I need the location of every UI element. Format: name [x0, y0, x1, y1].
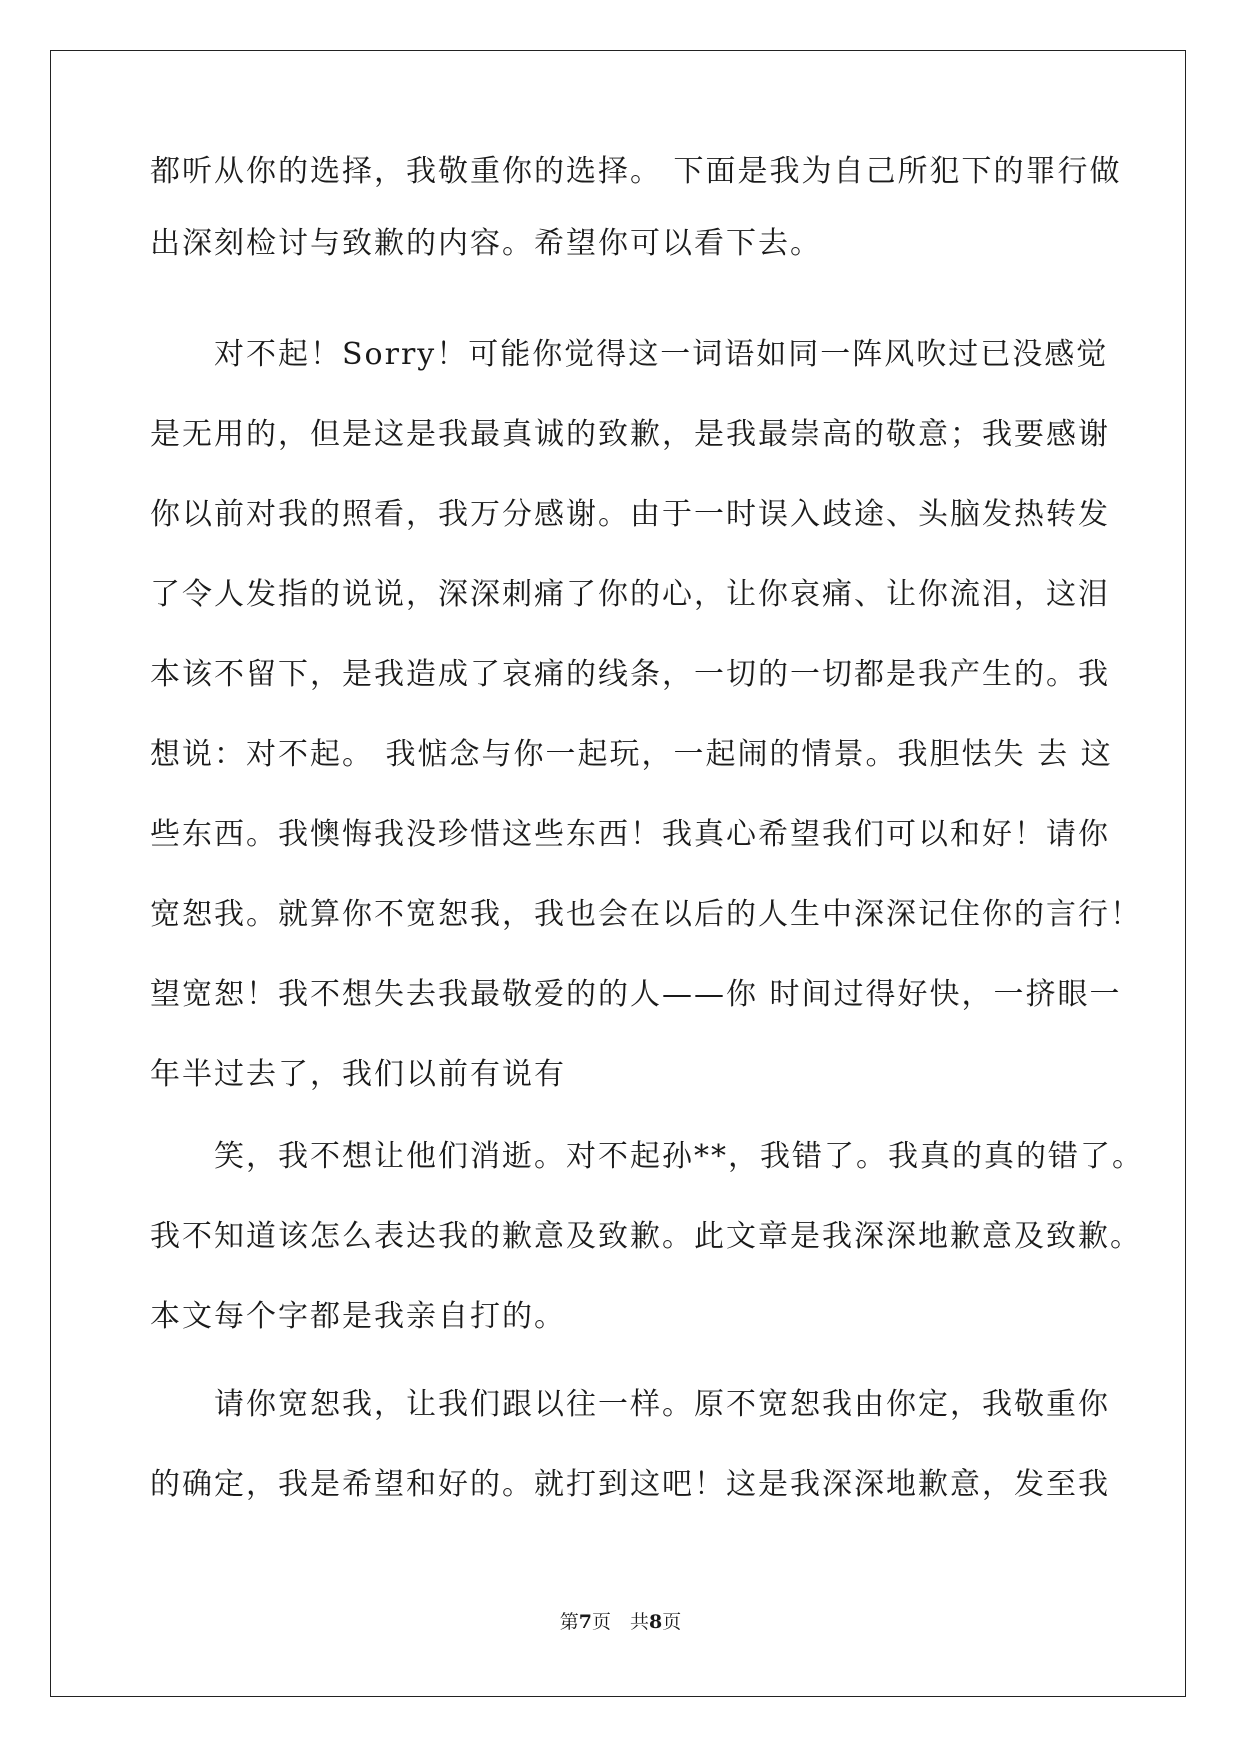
- footer-suffix: 页: [662, 1611, 682, 1633]
- footer-current-page: 7: [578, 1611, 592, 1633]
- text-line: 笑，我不想让他们消逝。对不起孙**，我错了。我真的真的错了。: [150, 1139, 1144, 1174]
- text-line: 了令人发指的说说，深深刺痛了你的心，让你哀痛、让你流泪，这泪: [150, 577, 1110, 612]
- footer-middle: 页 共: [591, 1611, 649, 1633]
- text-line: 都听从你的选择，我敬重你的选择。 下面是我为自己所犯下的罪行做: [150, 154, 1122, 189]
- text-line: 是无用的，但是这是我最真诚的致歉，是我最崇高的敬意；我要感谢: [150, 417, 1110, 452]
- text-line: 你以前对我的照看，我万分感谢。由于一时误入歧途、头脑发热转发: [150, 497, 1110, 532]
- page-border: [50, 50, 1186, 1697]
- text-line: 本该不留下，是我造成了哀痛的线条，一切的一切都是我产生的。我: [150, 657, 1110, 692]
- text-line: 的确定，我是希望和好的。就打到这吧！这是我深深地歉意，发至我: [150, 1467, 1110, 1502]
- text-line: 请你宽恕我，让我们跟以往一样。原不宽恕我由你定，我敬重你: [150, 1387, 1110, 1422]
- text-line: 年半过去了，我们以前有说有: [150, 1057, 566, 1092]
- footer-total-pages: 8: [649, 1611, 663, 1633]
- text-line: 想说：对不起。 我惦念与你一起玩，一起闹的情景。我胆怯失 去 这: [150, 737, 1113, 772]
- text-line: 些东西。我懊悔我没珍惜这些东西！我真心希望我们可以和好！请你: [150, 817, 1110, 852]
- text-line: 宽恕我。就算你不宽恕我，我也会在以后的人生中深深记住你的言行！: [150, 897, 1142, 932]
- footer-prefix: 第: [559, 1611, 579, 1633]
- text-line: 我不知道该怎么表达我的歉意及致歉。此文章是我深深地歉意及致歉。: [150, 1219, 1142, 1254]
- text-line: 出深刻检讨与致歉的内容。希望你可以看下去。: [150, 226, 822, 261]
- text-line: 本文每个字都是我亲自打的。: [150, 1299, 566, 1334]
- text-line: 望宽恕！我不想失去我最敬爱的的人——你 时间过得好快，一挤眼一: [150, 977, 1122, 1012]
- page-footer: [0, 1610, 1241, 1634]
- text-line: 对不起！Sorry！可能你觉得这一词语如同一阵风吹过已没感觉: [150, 337, 1109, 372]
